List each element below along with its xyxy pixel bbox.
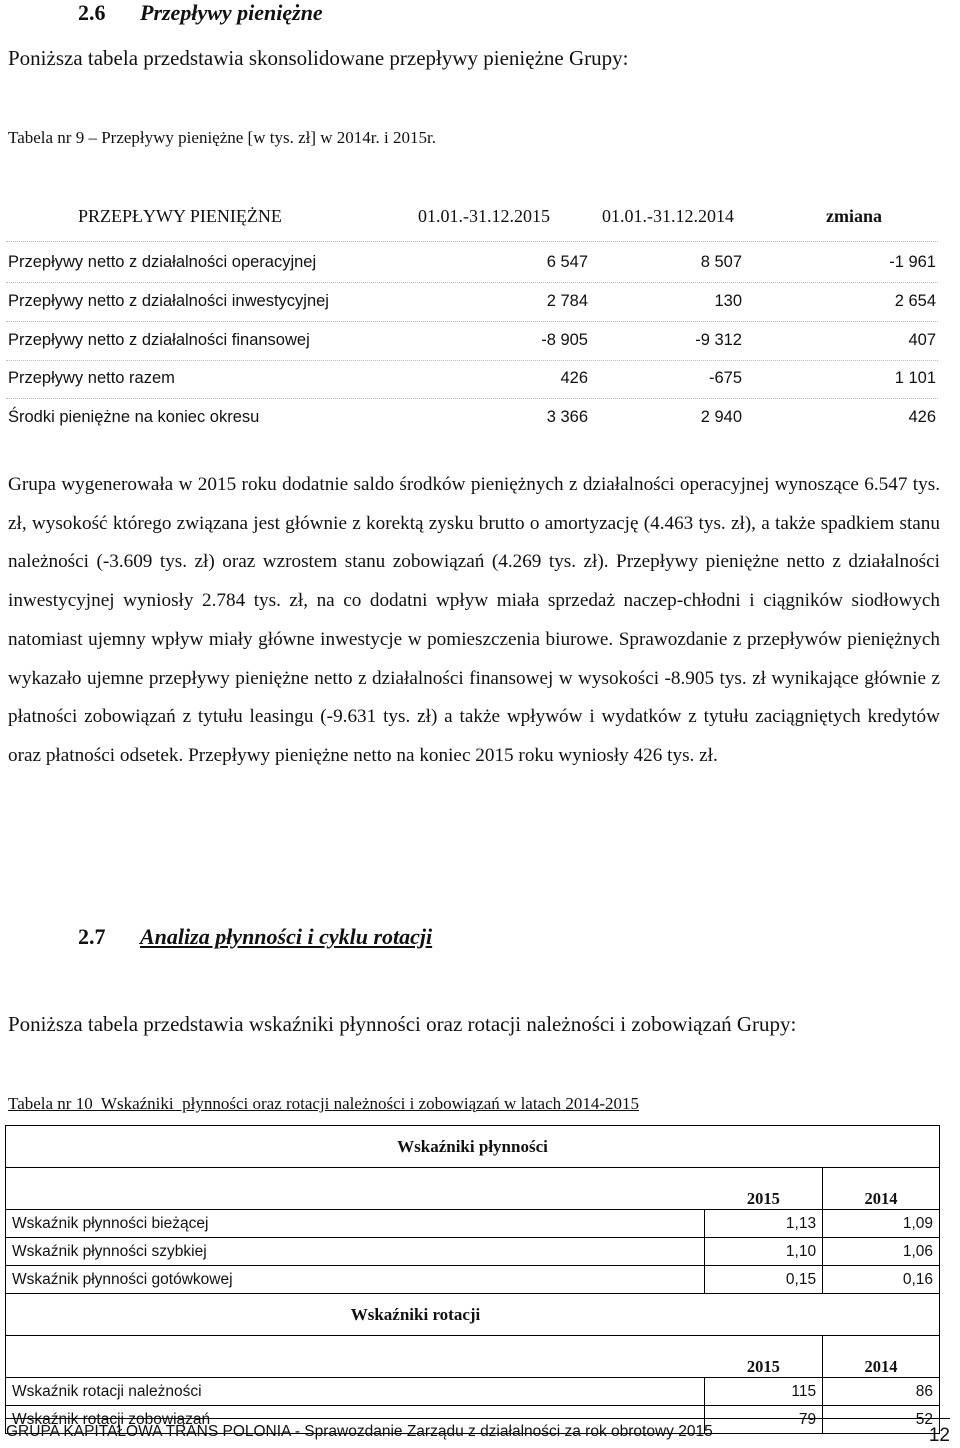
value-2014: -675 xyxy=(708,369,742,387)
table-section-header xyxy=(6,1294,940,1336)
value-2014: 130 xyxy=(714,292,742,310)
section-heading-2-7 xyxy=(78,924,432,950)
value-2015: -8 905 xyxy=(541,331,588,349)
table-section-header xyxy=(6,1126,940,1168)
year-2014: 2014 xyxy=(823,1168,940,1210)
value-change: 407 xyxy=(908,331,936,349)
value-2015: 79 xyxy=(705,1406,823,1434)
value-2015: 115 xyxy=(705,1378,823,1406)
value-2015: 1,10 xyxy=(705,1238,823,1266)
value-2014: 0,16 xyxy=(823,1266,940,1294)
table-row xyxy=(6,1238,940,1266)
row-label: Wskaźnik płynności szybkiej xyxy=(6,1238,705,1266)
table-row xyxy=(6,1378,940,1406)
value-2015: 6 547 xyxy=(546,253,588,271)
table-header-row xyxy=(6,1168,940,1210)
section-number: 2.6 xyxy=(78,0,106,25)
value-2014: 1,06 xyxy=(823,1238,940,1266)
page-number: 12 xyxy=(928,1425,950,1446)
year-2015: 2015 xyxy=(705,1168,823,1210)
table-row xyxy=(6,1266,940,1294)
value-2015: 1,13 xyxy=(705,1210,823,1238)
year-2014: 2014 xyxy=(823,1336,940,1378)
value-2014: 86 xyxy=(823,1378,940,1406)
section-title: Analiza płynności i cyklu rotacji xyxy=(140,924,433,949)
section-title: Przepływy pieniężne xyxy=(140,0,323,25)
table-row xyxy=(6,1210,940,1238)
year-2015: 2015 xyxy=(705,1336,823,1378)
footer-text: GRUPA KAPITAŁOWA TRANS POLONIA - Sprawozdanie Zarządu z działalności za rok obrotowy 2015 xyxy=(6,1423,713,1440)
cashflow-header-2014: 01.01.-31.12.2014 xyxy=(602,206,734,226)
row-divider xyxy=(6,321,938,322)
value-2015: 2 784 xyxy=(546,292,588,310)
table-row xyxy=(8,369,936,399)
value-2014: -9 312 xyxy=(695,331,742,349)
cashflow-intro: Poniższa tabela przedstawia skonsolidowane przepływy pieniężne Grupy: xyxy=(8,46,629,70)
row-label: Przepływy netto z działalności finansowej xyxy=(8,331,310,349)
liquidity-title: Wskaźniki płynności xyxy=(6,1126,940,1168)
table-10-caption: Tabela nr 10 Wskaźniki płynności oraz rotacji należności i zobowiązań w latach 2014-2015 xyxy=(8,1094,640,1113)
row-divider xyxy=(6,282,938,283)
row-label: Przepływy netto z działalności operacyjnej xyxy=(8,253,317,271)
value-2014: 52 xyxy=(823,1406,940,1434)
value-2014: 1,09 xyxy=(823,1210,940,1238)
table-row xyxy=(8,292,936,322)
cashflow-paragraph: Grupa wygenerowała w 2015 roku dodatnie saldo środków pieniężnych z działalności operacyjnej wynoszące 6.547 tys. zł, wysokość którego związana jest głównie z korektą zysku brutto o amortyzację (4.463 tys. zł), a także spadkiem stanu należności (-3.609 tys. zł) oraz wzrostem stanu zobowiązań (4.269 tys. zł). Przepływy pieniężne netto z działalności inwestycyjnej wyniosły 2.784 tys. zł, na co dodatni wpływ miała sprzedaż naczep-chłodni i ciągników siodłowych natomiast ujemny wpływ miały główne inwestycje w pomieszczenia biurowe. Sprawozdanie z przepływów pieniężnych wykazało ujemne przepływy pieniężne netto z działalności finansowej w wysokości -8.905 tys. zł wynikające głównie z płatności zobowiązań z tytułu leasingu (-9.631 tys. zł) a także wpływów i wydatków z tytułu zaciągniętych kredytów oraz płatności odsetek. Przepływy pieniężne netto na koniec 2015 roku wyniosły 426 tys. zł. xyxy=(8,474,940,766)
row-label: Wskaźnik rotacji należności xyxy=(6,1378,705,1406)
value-change: -1 961 xyxy=(889,253,936,271)
cashflow-header-title: PRZEPŁYWY PIENIĘŻNE xyxy=(78,206,282,226)
value-2015: 0,15 xyxy=(705,1266,823,1294)
row-label: Przepływy netto z działalności inwestycyjnej xyxy=(8,292,329,310)
table-header-row xyxy=(6,1336,940,1378)
value-2015: 3 366 xyxy=(546,408,588,426)
cashflow-header-2015: 01.01.-31.12.2015 xyxy=(418,206,550,226)
table-row xyxy=(8,331,936,361)
value-2014: 8 507 xyxy=(700,253,742,271)
rotation-title: Wskaźniki rotacji xyxy=(6,1294,940,1336)
row-divider xyxy=(6,360,938,361)
table-row xyxy=(8,408,936,438)
ratios-intro: Poniższa tabela przedstawia wskaźniki płynności oraz rotacji należności i zobowiązań Grupy: xyxy=(8,1012,797,1036)
row-label: Wskaźnik płynności gotówkowej xyxy=(6,1266,705,1294)
row-label: Wskaźnik rotacji zobowiązań xyxy=(6,1406,705,1434)
value-2015: 426 xyxy=(560,369,588,387)
value-change: 2 654 xyxy=(894,292,936,310)
ratios-table xyxy=(5,1125,940,1434)
row-divider xyxy=(6,398,938,399)
value-change: 426 xyxy=(908,408,936,426)
section-heading-2-6 xyxy=(78,0,323,26)
row-divider xyxy=(6,241,938,242)
value-change: 1 101 xyxy=(894,369,936,387)
row-label: Wskaźnik płynności bieżącej xyxy=(6,1210,705,1238)
row-label: Przepływy netto razem xyxy=(8,369,175,387)
section-number: 2.7 xyxy=(78,924,106,949)
table-row xyxy=(8,253,936,283)
table-9-caption: Tabela nr 9 – Przepływy pieniężne [w tys. zł] w 2014r. i 2015r. xyxy=(8,128,436,147)
row-label: Środki pieniężne na koniec okresu xyxy=(8,408,260,426)
value-2014: 2 940 xyxy=(700,408,742,426)
cashflow-header-change: zmiana xyxy=(826,206,882,226)
